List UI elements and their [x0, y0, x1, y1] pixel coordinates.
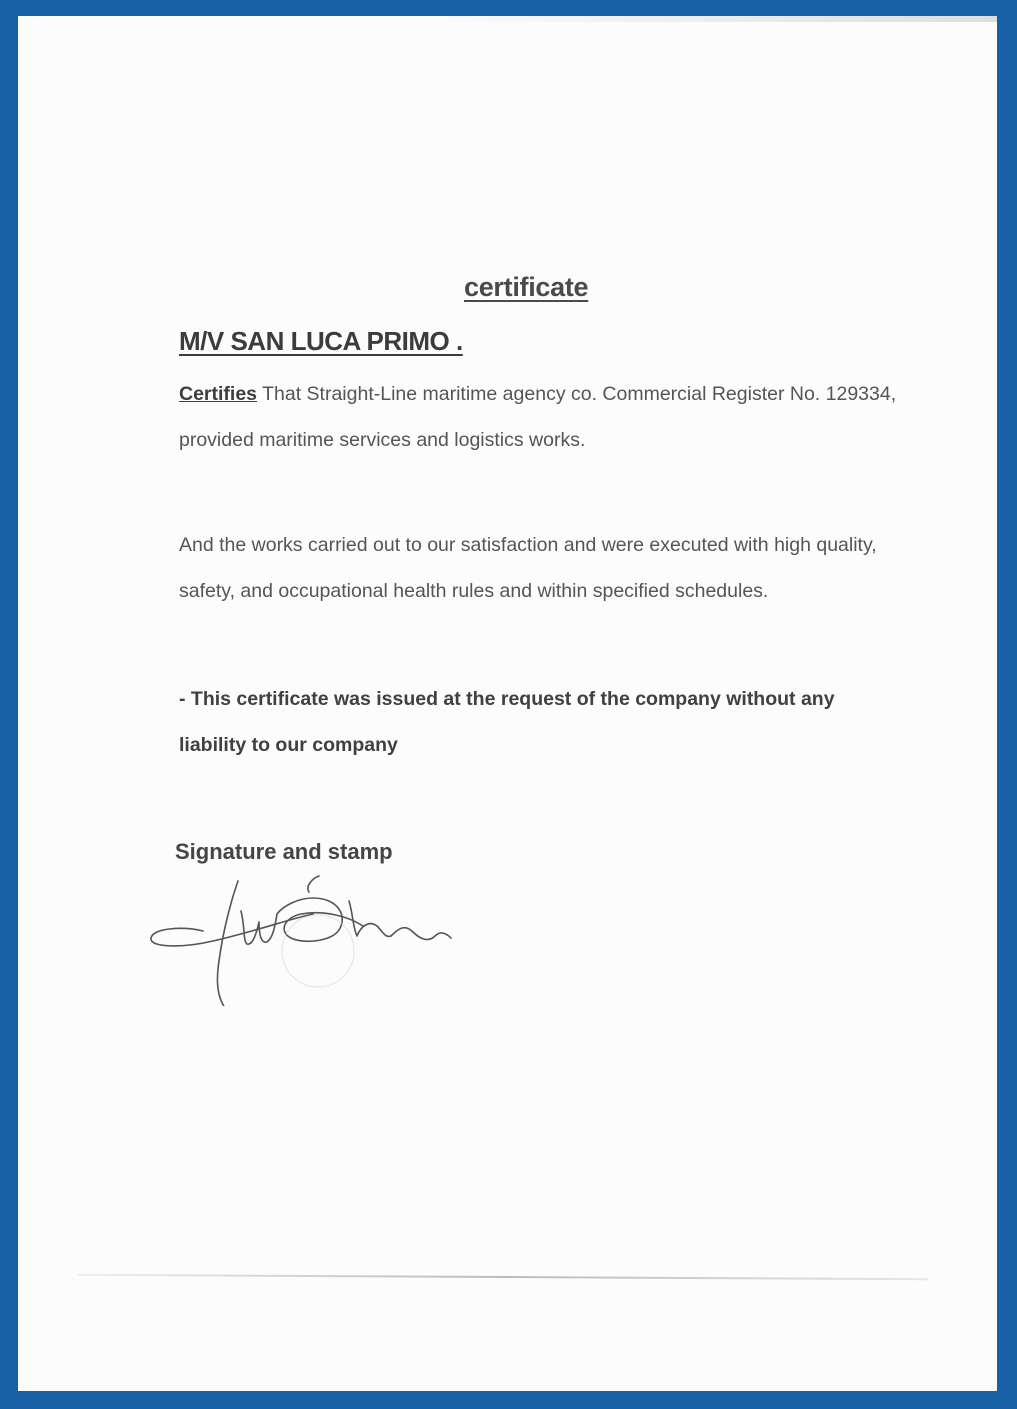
handwritten-signature [143, 856, 463, 1006]
certification-text: That Straight-Line maritime agency co. Commercial Register No. 129334, provided maritime services and logistics works. [179, 383, 897, 451]
liability-paragraph: - This certificate was issued at the request of the company without any liability to our company [179, 688, 835, 756]
scanned-page [18, 16, 997, 1391]
quality-paragraph: And the works carried out to our satisfaction and were executed with high quality, safety, and occupational health rules and within specified schedules. [179, 534, 877, 602]
signature-label: Signature and stamp [175, 839, 393, 864]
certification-paragraph [179, 371, 899, 463]
document-title: certificate [464, 272, 589, 302]
scan-edge-top [418, 16, 997, 22]
vessel-name: M/V SAN LUCA PRIMO . [179, 326, 463, 356]
certifies-lead: Certifies [179, 383, 258, 405]
scan-edge-bottom [78, 1274, 928, 1280]
